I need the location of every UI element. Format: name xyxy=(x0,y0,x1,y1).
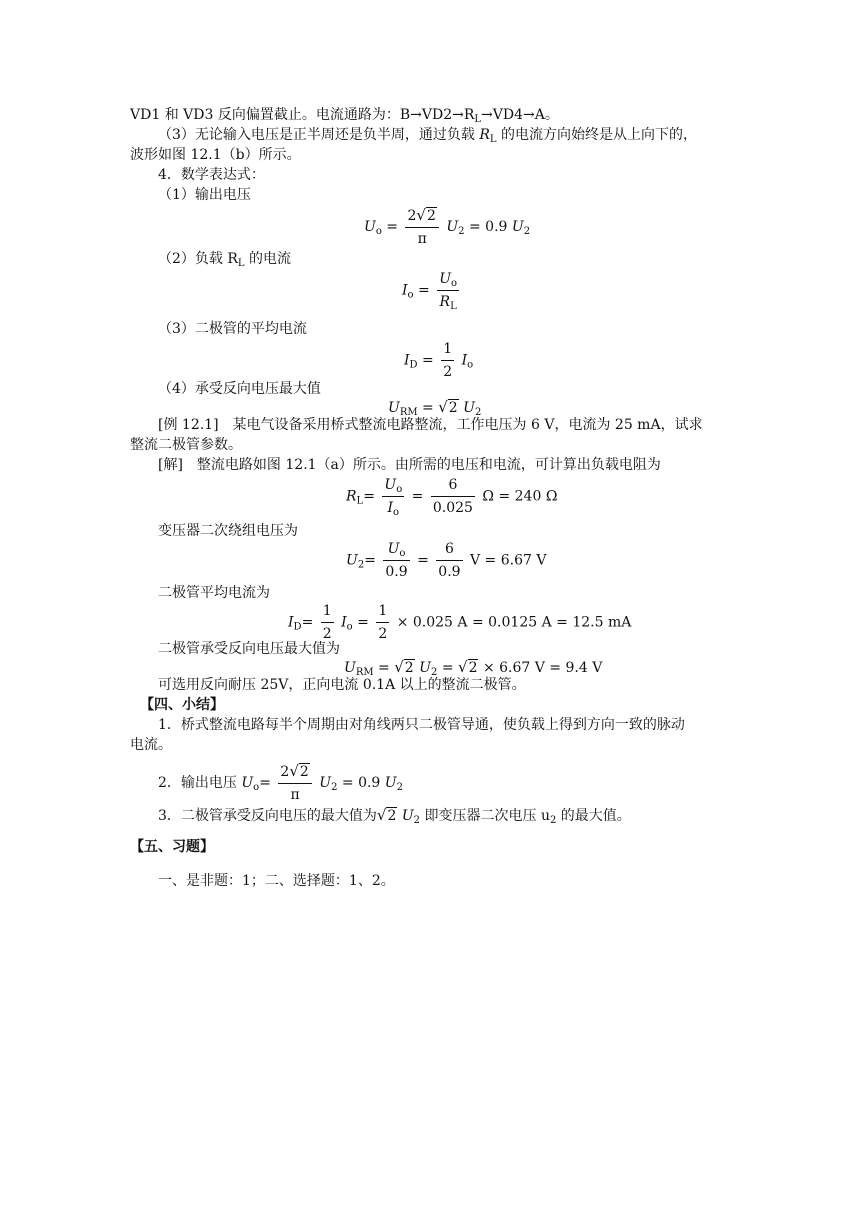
exercise-line: 一、是非题：1；二、选择题：1、2。 xyxy=(158,873,395,889)
formula-load-current: $I_o$ = $\frac{U_o}{R_L}$ xyxy=(402,271,458,312)
text-line: （3）二极管的平均电流 xyxy=(158,321,307,337)
text-line: VD1 和 VD3 反向偏置截止。电流通路为：$B\to VD2\to R_L\to VD4\to A$。 xyxy=(130,107,559,125)
text-line: 4．数学表达式： xyxy=(158,167,265,183)
example-line: [例 12.1] 某电气设备采用桥式整流电路整流，工作电压为 6 V，电流为 25 mA，试求 xyxy=(158,417,703,433)
text-line: 波形如图 12.1（b）所示。 xyxy=(130,147,301,163)
text-line: （2）负载 $R_L$ 的电流 xyxy=(158,251,291,269)
summary-line: 3．二极管承受反向电压的最大值为√2 $U_2$ 即变压器二次电压 $u_2$ 的最大值。 xyxy=(158,806,631,826)
solution-line: [解] 整流电路如图 12.1（a）所示。由所需的电压和电流，可计算出负载电阻为 xyxy=(158,457,661,473)
formula-u2-calc: $U_2=$ $\frac{U_o}{0.9}$ = $\frac{6}{0.9}$ V = 6.67 V xyxy=(346,541,547,580)
summary-line: 1．桥式整流电路每半个周期由对角线两只二极管导通，使负载上得到方向一致的脉动 xyxy=(158,717,685,733)
summary-line: 2．输出电压 $U_o=$ $\frac{2√2}{\pi}$ $U_2 = 0.9$ $U_2$ xyxy=(158,762,403,803)
text-line: （3）无论输入电压是正半周还是负半周，通过负载 $R_L$ 的电流方向始终是从上向下的， xyxy=(158,127,697,145)
section-heading-summary: 【四、小结】 xyxy=(140,697,224,713)
formula-id-calc: $I_D=$ $\frac{1}{2}$ $I_o$ = $\frac{1}{2}$ × 0.025 A = 0.0125 A = 12.5 mA xyxy=(288,603,632,642)
summary-line: 电流。 xyxy=(130,737,172,753)
text-line: 变压器二次绕组电压为 xyxy=(158,523,298,539)
text-line: 二极管承受反向电压最大值为 xyxy=(158,641,340,657)
text-line: （4）承受反向电压最大值 xyxy=(158,381,321,397)
text-line: 可选用反向耐压 25V，正向电流 0.1A 以上的整流二极管。 xyxy=(158,677,526,693)
formula-output-voltage: $U_o$ = $\frac{2√2}{\pi}$ $U_2 = 0.9$ $U_2$ xyxy=(364,206,531,247)
text-line: （1）输出电压 xyxy=(158,187,251,203)
formula-rl-calc: $R_L=$ $\frac{U_o}{I_o}$ = $\frac{6}{0.025}$ Ω = 240 Ω xyxy=(346,477,558,518)
formula-diode-current: $I_D$ = $\frac{1}{2}$ $I_o$ xyxy=(404,341,474,380)
text-line: 二极管平均电流为 xyxy=(158,585,270,601)
example-line: 整流二极管参数。 xyxy=(130,437,242,453)
formula-urm-calc: $U_{RM} = √2$ $U_2 = √2 \times 6.67$ V = 9.4 V xyxy=(344,658,603,678)
formula-reverse-voltage: $U_{RM} = √2$ $U_2$ xyxy=(388,398,482,418)
section-heading-exercises: 【五、习题】 xyxy=(130,839,214,855)
